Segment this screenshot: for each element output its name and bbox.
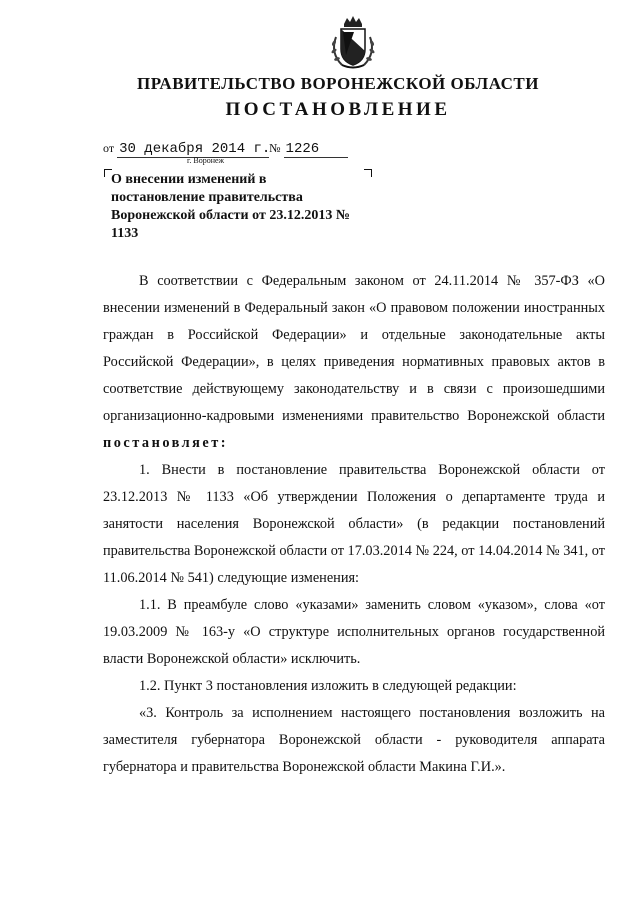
date-prefix: от <box>103 141 115 155</box>
preamble-text: В соответствии с Федеральным законом от 24.11.2014 № 357-ФЗ «О внесении изменений в Федеральный закон «О правовом положении иностранных граждан в Российской Федерации» и отдельные законодательные акты Российской Федерации», в целях приведения нормативных правовых актов в соответствие действующему законодательству и в связи с произошедшими организационно-кадровыми изменениями правительство Воронежской области <box>103 273 605 424</box>
document-number: 1226 <box>284 141 348 158</box>
preamble-paragraph <box>103 268 605 457</box>
document-date: 30 декабря 2014 г. <box>119 141 271 157</box>
government-name: ПРАВИТЕЛЬСТВО ВОРОНЕЖСКОЙ ОБЛАСТИ <box>136 74 539 93</box>
number-prefix: № <box>269 141 281 155</box>
clause-1-2: 1.2. Пункт 3 постановления изложить в следующей редакции: <box>139 678 517 694</box>
document-body <box>103 268 605 781</box>
issue-place: г. Воронеж <box>187 156 225 165</box>
date-number-line <box>103 141 348 158</box>
subject-corner-right <box>364 169 372 177</box>
clause-1-1: 1.1. В преамбуле слово «указами» заменить словом «указом», слова «от 19.03.2009 № 163-у «О структуре исполнительных органов государственной власти Воронежской области» исключить. <box>103 597 605 667</box>
document-type: ПОСТАНОВЛЕНИЕ <box>225 99 451 120</box>
clause-quote: «3. Контроль за исполнением настоящего постановления возложить на заместителя губернатора Воронежской области - руководителя аппарата губернатора и правительства Воронежской области Макина Г.И.». <box>103 705 605 775</box>
clause-1: 1. Внести в постановление правительства Воронежской области от 23.12.2013 № 1133 «Об утверждении Положения о департаменте труда и занятости населения Воронежской области» (в редакции постановлений правительства Воронежской области от 17.03.2014 № 224, от 14.04.2014 № 341, от 11.06.2014 № 541) следующие изменения: <box>103 462 605 586</box>
resolves-word: постановляет: <box>103 435 229 451</box>
document-subject: О внесении изменений в постановление правительства Воронежской области от 23.12.2013 № 1133 <box>111 172 350 241</box>
coat-of-arms-icon <box>328 15 378 71</box>
